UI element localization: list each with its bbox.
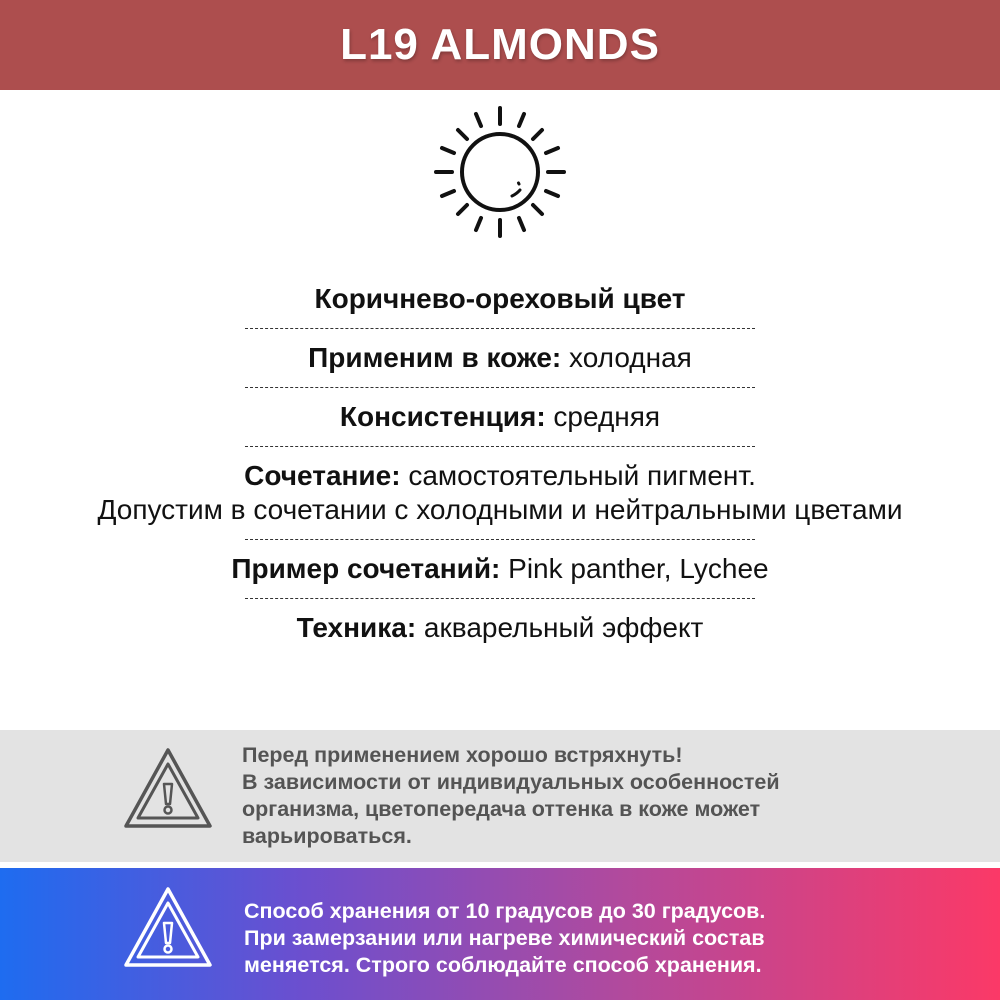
example-label: Пример сочетаний: (231, 553, 501, 584)
product-title: L19 ALMONDS (340, 20, 660, 69)
combination-row-2 (0, 493, 1000, 527)
product-info (0, 282, 1000, 645)
dashed-divider (245, 387, 755, 388)
warning-line: В зависимости от индивидуальных особенностей (242, 770, 780, 794)
skin-label: Применим в коже: (308, 342, 562, 373)
warning-line: варьироваться. (242, 824, 412, 848)
warning-icon (122, 744, 214, 836)
combination-row (0, 459, 1000, 493)
combination-value-2: Допустим в сочетании с холодными и нейтральными цветами (97, 494, 903, 525)
storage-line: Способ хранения от 10 градусов до 30 градусов. (244, 899, 766, 923)
dashed-divider (245, 598, 755, 599)
combination-label: Сочетание: (244, 460, 401, 491)
consistency-row (0, 400, 1000, 434)
combination-value: самостоятельный пигмент. (400, 460, 756, 491)
consistency-value: средняя (545, 401, 661, 432)
color-description: Коричнево-ореховый цвет (314, 283, 686, 314)
warning-icon (122, 883, 214, 975)
skin-value: холодная (561, 342, 692, 373)
dashed-divider (245, 539, 755, 540)
header-banner (0, 0, 1000, 90)
warning-line: Перед применением хорошо встряхнуть! (242, 743, 683, 767)
technique-row (0, 611, 1000, 645)
example-row (0, 552, 1000, 586)
sun-icon (432, 104, 568, 240)
example-value: Pink panther, Lychee (500, 553, 769, 584)
dashed-divider (245, 328, 755, 329)
storage-line: меняется. Строго соблюдайте способ хранения. (244, 953, 762, 977)
warning-text (242, 742, 882, 850)
warning-line: организма, цветопередача оттенка в коже может (242, 797, 761, 821)
technique-value: акварельный эффект (416, 612, 704, 643)
storage-text (244, 898, 904, 979)
technique-label: Техника: (296, 612, 417, 643)
consistency-label: Консистенция: (339, 401, 546, 432)
storage-line: При замерзании или нагреве химический состав (244, 926, 765, 950)
dashed-divider (245, 446, 755, 447)
skin-row (0, 341, 1000, 375)
